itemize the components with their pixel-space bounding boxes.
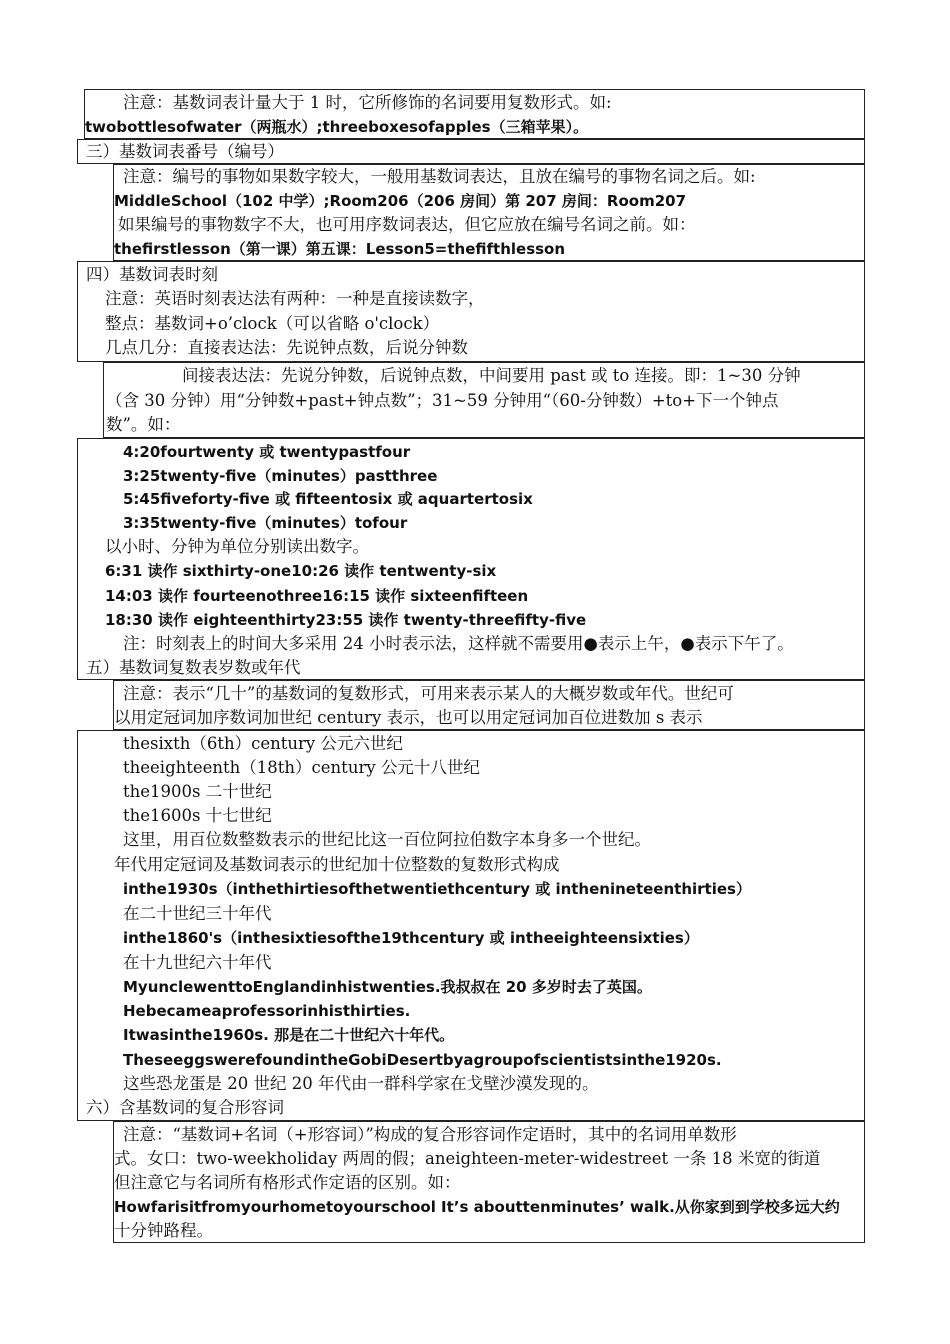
note-line: 在十九世纪六十年代 (123, 953, 272, 972)
note-line: （含 30 分钟）用“分钟数+past+钟点数”；31~59 分钟用“（60-分钟数）+to+下一个钟点 (106, 391, 779, 410)
heading-text: 四）基数词表时刻 (86, 265, 218, 284)
section-heading-5: 五）基数词复数表岁数或年代 (86, 658, 301, 677)
note-line: 几点几分：直接表达法：先说钟点数，后说分钟数 (105, 338, 468, 357)
example-line: TheseeggswerefoundintheGobiDesertbyagroupofscientistsinthe1920s. (123, 1051, 722, 1069)
example-line: 3:35twenty-five（minutes）tofour (123, 514, 408, 532)
note-line: 注意：基数词表计量大于 1 时，它所修饰的名词要用复数形式。如: (123, 93, 612, 112)
note-line: 注意：“基数词+名词（+形容词）”构成的复合形容词作定语时，其中的名词用单数形 (123, 1125, 737, 1144)
section-heading-4 (77, 261, 865, 362)
example-line: 3:25twenty-five（minutes）pastthree (123, 467, 438, 485)
example-line: 5:45fiveforty-five 或 fifteentosix 或 aquartertosix (123, 490, 533, 508)
section-heading-3 (77, 139, 865, 164)
note-line: 注意：编号的事物如果数字较大，一般用基数词表达，且放在编号的事物名词之后。如: (123, 167, 756, 186)
example-line: twobottlesofwater（两瓶水）;threeboxesofapples（三箱苹果）。 (85, 118, 589, 136)
example-line: 18:30 读作 eighteenthirty23:55 读作 twenty-threefifty-five (105, 611, 587, 629)
note-line: 注意：英语时刻表达法有两种：一种是直接读数字， (105, 289, 485, 308)
note-line: 但注意它与名词所有格形式作定语的区别。如： (114, 1173, 461, 1192)
example-line: Howfarisitfromyourhometoyourschool It’s abouttenminutes’ walk.从你家到到学校多远大约 (114, 1198, 840, 1216)
example-line: 6:31 读作 sixthirty-one10:26 读作 tentwenty-six (105, 562, 497, 580)
example-line: 14:03 读作 fourteenothree16:15 读作 sixteenfifteen (105, 587, 529, 605)
note-box-compound-adjectives (113, 1121, 865, 1243)
example-line: Itwasinthe1960s. 那是在二十世纪六十年代。 (123, 1026, 455, 1044)
note-line: 注意：表示“几十”的基数词的复数形式，可用来表示某人的大概岁数或年代。世纪可 (123, 684, 734, 703)
heading-text: 三）基数词表番号（编号） (86, 142, 284, 161)
indirect-method-box (103, 362, 865, 438)
note-line: 注：时刻表上的时间大多采用 24 小时表示法，这样就不需要用●表示上午，●表示下午了。 (123, 634, 794, 653)
note-line: 这些恐龙蛋是 20 世纪 20 年代由一群科学家在戈壁沙漠发现的。 (123, 1074, 599, 1093)
example-line: MiddleSchool（102 中学）;Room206（206 房间）第 207 房间：Room207 (114, 192, 687, 210)
example-line: inthe1930s（inthethirtiesofthetwentiethcentury 或 inthenineteenthirties） (123, 880, 751, 898)
example-line: MyunclewenttoEnglandinhistwenties.我叔叔在 20 多岁时去了英国。 (123, 978, 652, 996)
example-line: 4:20fourtwenty 或 twentypastfour (123, 443, 411, 461)
note-line: 以小时、分钟为单位分别读出数字。 (105, 537, 369, 556)
section-heading-6: 六）含基数词的复合形容词 (86, 1098, 284, 1117)
note-box-plural (84, 89, 865, 139)
note-box-decades (113, 680, 865, 730)
note-line: 间接表达法：先说分钟数，后说钟点数，中间要用 past 或 to 连接。即：1~30 分钟 (182, 366, 801, 385)
note-line: 以用定冠词加序数词加世纪 century 表示，也可以用定冠词加百位进数加 s 表示 (114, 708, 703, 727)
example-line: inthe1860's（inthesixtiesofthe19thcentury 或 intheeighteensixties） (123, 929, 699, 947)
note-line: 如果编号的事物数字不大，也可用序数词表达，但它应放在编号名词之前。如： (118, 215, 696, 234)
example-line: theeighteenth（18th）century 公元十八世纪 (123, 758, 480, 777)
note-line: 整点：基数词+o’clock（可以省略 o'clock） (105, 314, 440, 333)
time-examples-box (77, 438, 865, 680)
example-line: Hebecameaprofessorinhisthirties. (123, 1002, 411, 1020)
example-line: thefirstlesson（第一课）第五课：Lesson5=thefifthlesson (114, 240, 566, 258)
note-line: 这里，用百位数整数表示的世纪比这一百位阿拉伯数字本身多一个世纪。 (123, 830, 651, 849)
example-line: the1600s 十七世纪 (123, 806, 272, 825)
note-box-numbering (113, 164, 865, 261)
note-line: 在二十世纪三十年代 (123, 904, 272, 923)
example-line: the1900s 二十世纪 (123, 782, 272, 801)
note-line: 式。女口：two-weekholiday 两周的假；aneighteen-meter-widestreet 一条 18 米宽的街道 (114, 1149, 821, 1168)
note-line: 十分钟路程。 (114, 1221, 213, 1240)
note-line: 数”。如： (106, 415, 181, 434)
example-line: thesixth（6th）century 公元六世纪 (123, 734, 403, 753)
century-examples-box (77, 730, 865, 1121)
note-line: 年代用定冠词及基数词表示的世纪加十位整数的复数形式构成 (114, 855, 560, 874)
